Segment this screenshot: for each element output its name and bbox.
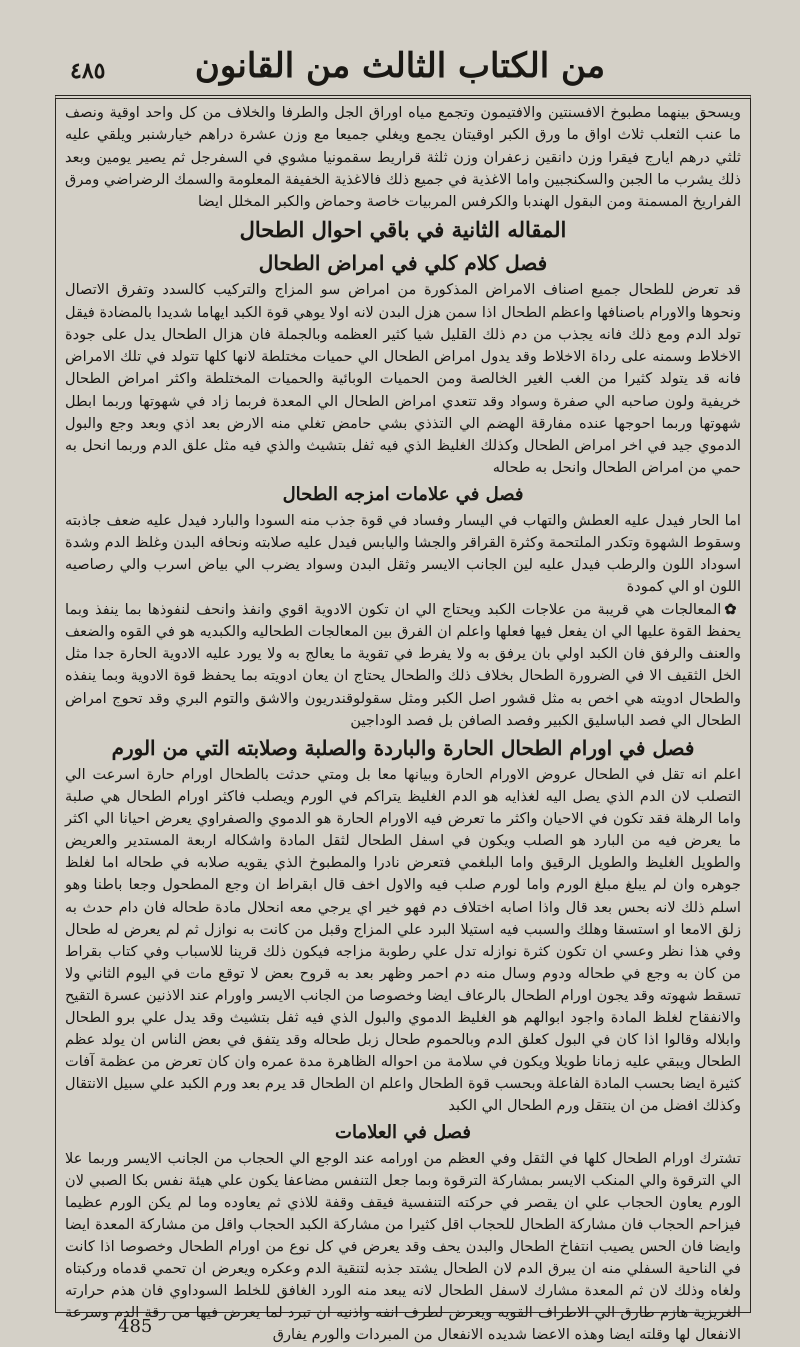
- fasl-alamat-paragraph: تشترك اورام الطحال كلها في الثقل وفي العظم من اورامه عند الوجع الي الحجاب من الجانب الايسر وربما علا الي الترقوة والي المنكب الايسر بمشاركة الترقوة وبما جعل التنفس مضاعفا يكون علي هيئة نفس بكا الصبي لان الورم يعاون الحجاب علي ان يقصر في حركته التنفسية فيقف وقفة للاذي ثم يعاوده وما لم يكن الورم عظيما فيزاحم الحجاب فان مشاركة الطحال للحجاب اقل كثيرا من مشاركة الكبد الحجاب واقل من مشاركة المعدة ايضا وايضا فان الحس يصيب انتفاخ الطحال والبدن يحف وقد يعرض في كل نوع من اورام الطحال وخصوصا اذا كانت في الناحية السفلي منه ان يبرق الدم لان الطحال يشتد جذبه لتنقية الدم وعكره ويعرض ان تحمي قدماه وركبتاه ولغاه وذلك لان ثم المعدة مشارك لاسفل الطحال لانه يبعد منه الورد الغافق للخلط السوداوي فان هذم حرارته الغريزية هازم طارق الي الاطراف القويه ويعرض لطرف انفه واذنيه ان تبرد لما يعرض فيها من رقة الدم وسرعة الانفعال لها وقلته ايضا وهذه الاعضا شديده الانفعال من المبردات والورم يفارق: [65, 1149, 741, 1344]
- running-head: من الكتاب الثالث من القانون: [194, 46, 606, 86]
- flower-ornament-icon: ✿: [724, 600, 738, 618]
- maqala-heading: المقاله الثانية في باقي احوال الطحال: [239, 217, 567, 243]
- fasl-alamat-amzija-heading: فصل في علامات امزجه الطحال: [282, 483, 524, 505]
- page-number-bottom: 485: [118, 1316, 153, 1337]
- fasl-awram-paragraph: اعلم انه تقل في الطحال عروض الاورام الحارة وبيانها معا بل ومتي حدثت بالطحال اورام حارة اسرعت الي التصلب لان الدم الذي يصل اليه لغذايه هو الدم الغليظ يتراكم في الورم ويصلب فاكثر اورام الطحال هي صلبة واما الرهلة فقد تكون في الاحيان واكثر ما تعرض فيه الاورام الحارة هو الدموي والصفراوي يعرض احيانا الي اكثر ما يعرض فيه من البارد هو الصلب ويكون في اسفل الطحال لثقل المادة واشكاله اربعة المستدير والعريض والطويل الغليظ والطويل الرقيق واما البلغمي فتعرض نادرا والمطبوخ الذي يقويه صلابه في طحاله اما لغلظ جوهره وان لم يبلغ مبلغ الورم واما لورم صلب فيه والاول اخف قال ابقراط ان وجع المطحول وجعا باطنا وهو اسلم ذلك لانه بحس بعد قال واذا اصابه اختلاف دم فهو خير اي يرجي معه انحلال مادة طحاله فان دام حدث به زلق الامعا او استسقا وهلك والسبب فيه استيلا البرد علي المزاج وقبل من كانت به نوازل ثم لم يعرض له طحال وفي هذا نظر وعسي ان تكون كثرة نوازله تدل علي رطوبة مزاجه فيكون ذلك قرينا للاسباب وفي كتاب بقراط من كان به وجع في طحاله ودوم وسال منه دم احمر وظهر بعد به قروح بعض لا توقع مات في اليوم الثاني ولا تسقط شهوته وقد يجون اورام الطحال بالرعاف ايضا وخصوصا من الجانب الايسر واورام عند الاذنين عسرة التقيح والانفقاح لغلظ المادة واجود ابوالهم هو الغليظ الدموي والبول الذي فيه ثفل بتشيث وقد يدل علي برو الطحال وابلاله وقالوا اذا كان في البول كعلق الدم وبالحموم طحال زبل طحاله وقد يتفق في بعض الناس ان يولد عظم الطحال ويبقي عليه زمانا طويلا ويكون في سلامة من احواله الظاهرة مدة عمره وان كان تعرض من عظمة آفات كثيرة ايضا بحسب المادة الفاعلة وبحسب قوة الطحال واعلم ان الطحال قد يرم بعد ورم الكبد علي سبيل الانتقال وكذلك افضل من ان ينتقل ورم الطحال الي الكبد: [65, 766, 741, 1115]
- fasl-kalam-heading: فصل كلام كلي في امراض الطحال: [258, 251, 548, 276]
- fasl-alamat-heading: فصل في العلامات: [335, 1121, 471, 1143]
- fasl-awram-heading: فصل في اورام الطحال الحارة والباردة والصلبة وصلابته التي من الورم: [111, 736, 695, 760]
- mualajat-label: المعالجات: [660, 600, 722, 618]
- fasl-alamat-amzija-paragraph: اما الحار فيدل عليه العطش والتهاب في اليسار وفساد في قوة جذب منه السودا والبارد فيدل عليه ضعف جاذبته وسقوط الشهوة وتكدر الملتحمة وكثرة القراقر والجشا واليابس فيدل عليه صلابته ونحافه البدن وغلظ الدم وشدة اسوداد اللون والرطب فيدل عليه لين الجانب الايسر وثقل البدن وسواد يضرب الي بياض اسرب والي رصاصيه اللون او الي كمودة: [65, 511, 741, 596]
- fasl-kalam-paragraph: قد تعرض للطحال جميع اصناف الامراض المذكورة من امراض سو المزاج والتركيب كالسدد وتفرق الاتصال ونحوها والاورام باصنافها واعظم الطحال اذا سمن هزل البدن لانه اولا يوهي قوة الكبد ايهاما شديدا بالمضادة فيقل تولد الدم ومع ذلك فانه يجذب من دم ذلك القليل شيا كثير العظمه وبالجملة فان هزال الطحال يدل على جودة الاخلاط وسمنه على رداة الاخلاط وقد يدول امراض الطحال الي حميات مختلطة لانها كلها تتولد في تلك الامراض فانه قد يتولد كثيرا من الغب الغير الخالصة ومن الحميات الوبائية والحميات المختلطة واكثر امراض الطحال خريفية ولون صاحبه الي صفرة وسواد وقد تتعدي امراض الطحال الي المعدة فربما زاد في شهوتها وربما ابطل شهوتها وربما احوجها عنده مفارقة الهضم الي التذذي بشي حامض تغلي منه الارض بعد اذي وبعد وجع والبول الدموي جيد في اخر امراض الطحال وكذلك الغليظ الذي فيه ثفل بتشيث والذي فيه مثل علق الدم وربما انحل به حمي من امراض الطحال وانحل به طحاله: [65, 281, 741, 477]
- intro-paragraph: ويسحق بينهما مطبوخ الافسنتين والافتيمون وتجمع مياه اوراق الجل والطرفا والخلاف من كل واحد اوقية ونصف ما عنب الثعلب ثلاث اواق ما ورق الكبر اوقيتان يجمع ويغلي جميعا مع وزن عشرة دراهم خيارشنبر ويلقي عليه ثلثي درهم ايارج فيقرا وزن دانقين زعفران وزن ثلثة قراريط سقمونيا مشوي في السفرجل ثم يصير يومين وبعد ذلك يشرب ما الجبن والسكنجبين واما الاغذية في جميع ذلك فالاغذية الخفيفة المعلومة والسمك الرضراضي ومرق الفراريخ المسمنة ومن البقول الهندبا والكرفس المربيات خاصة وحماض والكبر المخلل ايضا: [65, 104, 741, 210]
- page-number-top: ٤٨٥: [70, 58, 106, 84]
- mualajat-paragraph: [65, 599, 741, 733]
- mualajat-text: هي قريبة من علاجات الكبد ويحتاج الي ان تكون الادوية اقوي وانفذ وانحف لنفوذها بما ينفذ وبما يحفظ القوة عليها الي ان يفعل فيها فعلها واعلم ان الفرق بين المعالجات الطحاليه والكبديه هو في القوه والضعف والعنف والرفق فان الكبد اولي بان يرفق به ولا يفرط في تقوية ما يعالج به ولا يورد عليه الادوية الحارة جدا مثل الخل الثقيف الا في الضرورة الطحال بخلاف ذلك والطحال يحتاج ان يعان ادويته بما يحفظ قوة الادوية وبما ينفذه والطحال ادويته هي اخص به مثل قشور اصل الكبر ومثل سقولوقندريون والاشق والتوم البري وقد تحوج امراض الطحال الي فصد الباسليق الكبير وفصد الصافن بل فصد الوداجين: [65, 600, 741, 729]
